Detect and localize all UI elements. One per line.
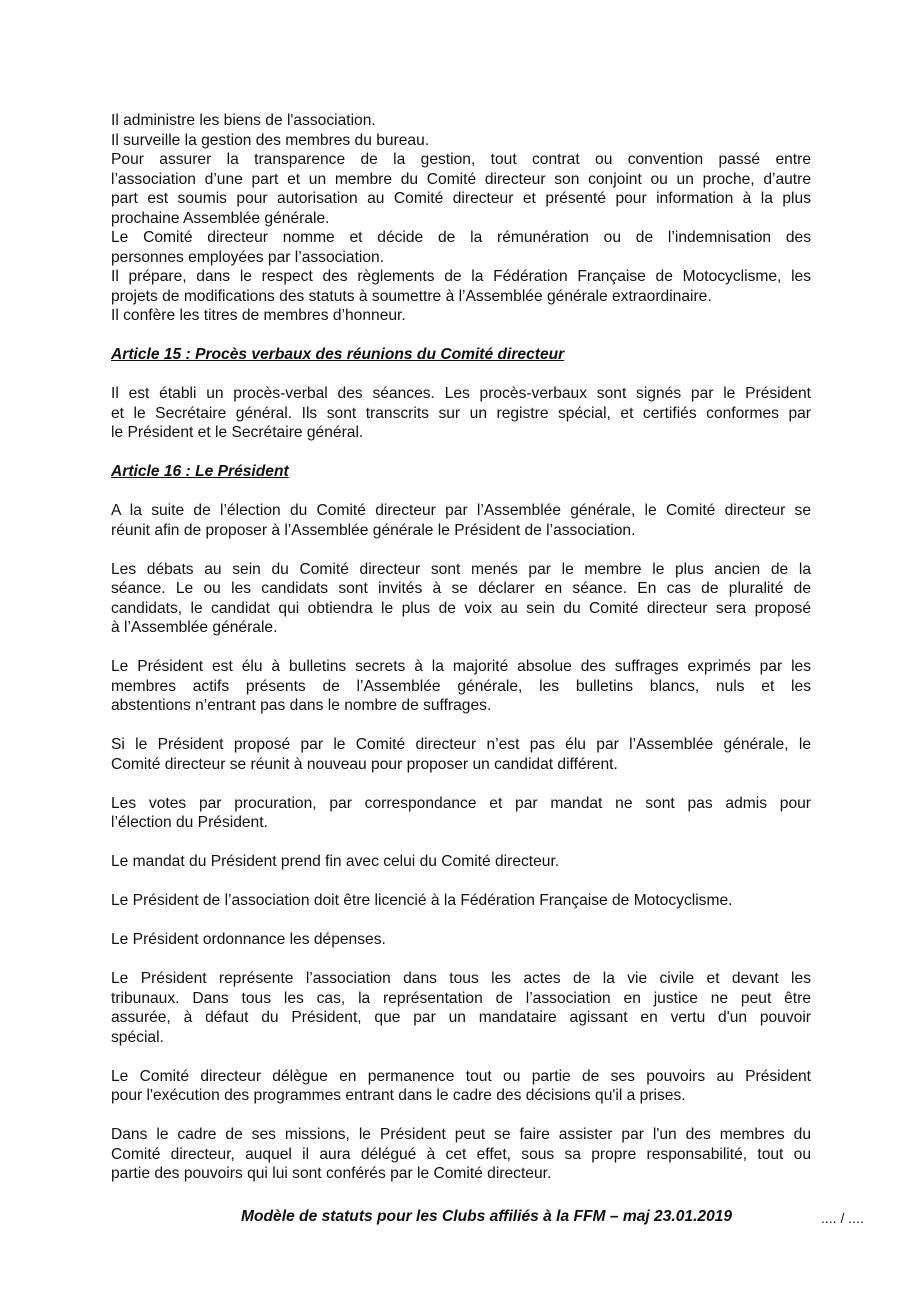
page-number: .... / .... (821, 1210, 864, 1226)
text-line: Le Président est élu à bulletins secrets à la majorité absolue des suffrages exprimés par les (111, 658, 811, 675)
paragraph (111, 930, 811, 950)
text-line: personnes employées par l’association. (111, 248, 385, 266)
text-line: partie des pouvoirs qui lui sont conférés par le Comité directeur. (111, 1165, 552, 1182)
text-line: abstentions n’entrant pas dans le nombre de suffrages. (111, 697, 492, 714)
text-line: membres actifs présents de l’Assemblée générale, les bulletins blancs, nuls et les (111, 677, 811, 695)
text-line: Il surveille la gestion des membres du bureau. (111, 131, 430, 149)
document-body (111, 111, 811, 1184)
paragraph (111, 1067, 811, 1106)
text-line: séance. Le ou les candidats sont invités à se déclarer en séance. En cas de pluralité de (111, 580, 811, 597)
text-line: le Président et le Secrétaire général. (111, 424, 364, 441)
text-line: Comité directeur se réunit à nouveau pour proposer un candidat différent. (111, 755, 618, 773)
text-line: l’élection du Président. (111, 814, 268, 831)
text-line: Le Comité directeur nomme et décide de la rémunération ou de l’indemnisation des (111, 229, 811, 246)
article-heading (111, 462, 811, 482)
text-line: Il confère les titres de membres d’honneur. (111, 307, 406, 324)
paragraph (111, 384, 811, 443)
paragraph (111, 560, 811, 638)
text-line: Il administre les biens de l'association. (111, 112, 376, 129)
text-line: tribunaux. Dans tous les cas, la représentation de l’association en justice ne peut être (111, 989, 811, 1007)
text-line: Il prépare, dans le respect des règlements de la Fédération Française de Motocyclisme, les (111, 268, 811, 285)
text-line: l’association d’une part et un membre du Comité directeur son conjoint ou un proche, d’autre (111, 170, 811, 188)
text-line: Le Président représente l’association dans tous les actes de la vie civile et devant les (111, 970, 811, 987)
text-line: Comité directeur, auquel il aura délégué à cet effet, sous sa propre responsabilité, tout ou (111, 1145, 811, 1163)
text-line: assurée, à défaut du Président, que par un mandataire agissant en vertu d'un pouvoir (111, 1009, 811, 1026)
heading-text: Article 16 : Le Président (111, 463, 289, 480)
text-line: à l’Assemblée générale. (111, 619, 278, 636)
heading-text: Article 15 : Procès verbaux des réunions du Comité directeur (111, 346, 565, 363)
article-heading (111, 345, 811, 365)
text-line: Il est établi un procès-verbal des séances. Les procès-verbaux sont signés par le Président (111, 385, 811, 402)
text-line: réunit afin de proposer à l’Assemblée générale le Président de l’association. (111, 521, 636, 539)
text-line: Dans le cadre de ses missions, le Président peut se faire assister par l'un des membres du (111, 1126, 811, 1143)
paragraph (111, 852, 811, 872)
paragraph (111, 794, 811, 833)
paragraph (111, 969, 811, 1047)
text-line: Les débats au sein du Comité directeur sont menés par le membre le plus ancien de la (111, 560, 811, 578)
text-line: prochaine Assemblée générale. (111, 209, 330, 227)
text-line: candidats, le candidat qui obtiendra le plus de voix au sein du Comité directeur sera proposé (111, 599, 811, 617)
paragraph (111, 111, 811, 326)
paragraph (111, 735, 811, 774)
text-line: Le mandat du Président prend fin avec celui du Comité directeur. (111, 853, 560, 870)
text-line: A la suite de l’élection du Comité directeur par l’Assemblée générale, le Comité directeur se (111, 502, 811, 519)
text-line: Le Président de l’association doit être licencié à la Fédération Française de Motocyclisme. (111, 892, 733, 909)
page-footer (0, 1208, 919, 1230)
text-line: Le Président ordonnance les dépenses. (111, 931, 386, 948)
text-line: Les votes par procuration, par correspondance et par mandat ne sont pas admis pour (111, 794, 811, 812)
paragraph (111, 891, 811, 911)
text-line: Le Comité directeur délègue en permanence tout ou partie de ses pouvoirs au Président (111, 1067, 811, 1085)
paragraph (111, 501, 811, 540)
text-line: et le Secrétaire général. Ils sont transcrits sur un registre spécial, et certifiés conformes par (111, 404, 811, 422)
paragraph (111, 1125, 811, 1184)
text-line: pour l'exécution des programmes entrant dans le cadre des décisions qu'il a prises. (111, 1087, 686, 1104)
text-line: Si le Président proposé par le Comité directeur n’est pas élu par l’Assemblée générale, le (111, 736, 811, 753)
text-line: Pour assurer la transparence de la gestion, tout contrat ou convention passé entre (111, 151, 811, 168)
footer-title: Modèle de statuts pour les Clubs affiliés à la FFM – maj 23.01.2019 (241, 1208, 733, 1225)
paragraph (111, 657, 811, 716)
text-line: part est soumis pour autorisation au Comité directeur et présenté pour information à la plus (111, 190, 811, 207)
text-line: projets de modifications des statuts à soumettre à l’Assemblée générale extraordinaire. (111, 287, 712, 305)
text-line: spécial. (111, 1028, 164, 1046)
